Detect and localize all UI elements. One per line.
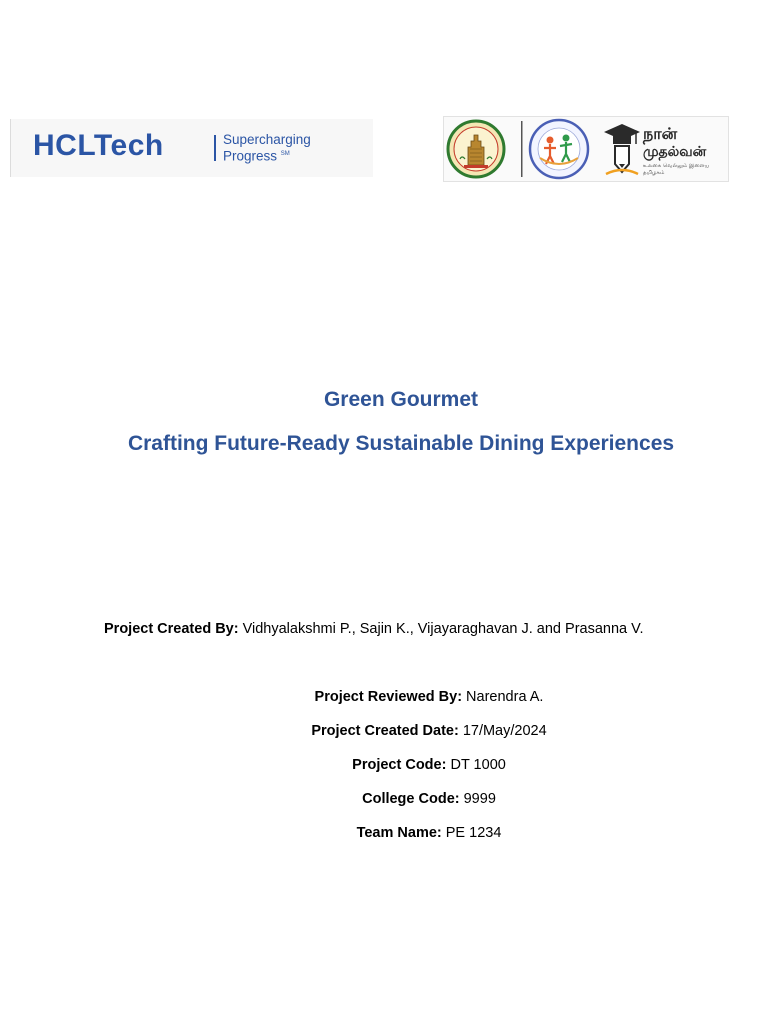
project-title: Green Gourmet (323, 388, 479, 411)
naan-mudhalvan-caption: உலகை வெல்லும் இளைய தமிழகம் (643, 163, 710, 176)
project-code-value: DT 1000 (446, 757, 506, 773)
team-name-value: PE 1234 (441, 825, 502, 841)
team-name (0, 825, 768, 841)
reviewed-by-value: Narendra A. (462, 689, 544, 705)
project-created-date (0, 723, 768, 739)
college-code (0, 791, 768, 807)
project-reviewed-by (0, 689, 768, 705)
created-date-label: Project Created Date: (311, 723, 459, 739)
college-code-value: 9999 (459, 791, 496, 807)
naan-wordmark: நான் (643, 124, 678, 143)
project-code-label: Project Code: (352, 757, 447, 773)
team-name-label: Team Name: (356, 825, 442, 841)
graduation-cap-pencil-icon (602, 120, 642, 178)
created-date-value: 17/May/2024 (458, 723, 547, 739)
reviewed-by-label: Project Reviewed By: (314, 689, 463, 705)
logo-separator (520, 121, 524, 177)
skill-development-emblem-icon (528, 118, 590, 180)
project-subtitle: Crafting Future-Ready Sustainable Dining Experiences (127, 432, 675, 455)
logo-divider (214, 135, 216, 161)
tagline-line-1: Supercharging (223, 132, 311, 147)
mudhalvan-wordmark: முதல்வன் (643, 144, 707, 160)
created-by-label: Project Created By: (104, 621, 239, 637)
hcltech-logo (10, 119, 373, 177)
hcltech-wordmark: HCLTech (33, 129, 164, 162)
tagline-line-2: Progress (223, 148, 278, 164)
created-by-value: Vidhyalakshmi P., Sajin K., Vijayaraghavan J. and Prasanna V. (238, 621, 644, 637)
project-code (0, 757, 768, 773)
college-code-label: College Code: (362, 791, 460, 807)
project-created-by (104, 621, 644, 637)
hcltech-tagline (223, 132, 311, 164)
tamil-nadu-emblem-icon (446, 119, 506, 179)
service-mark: SM (280, 151, 290, 157)
government-logos (443, 116, 729, 182)
